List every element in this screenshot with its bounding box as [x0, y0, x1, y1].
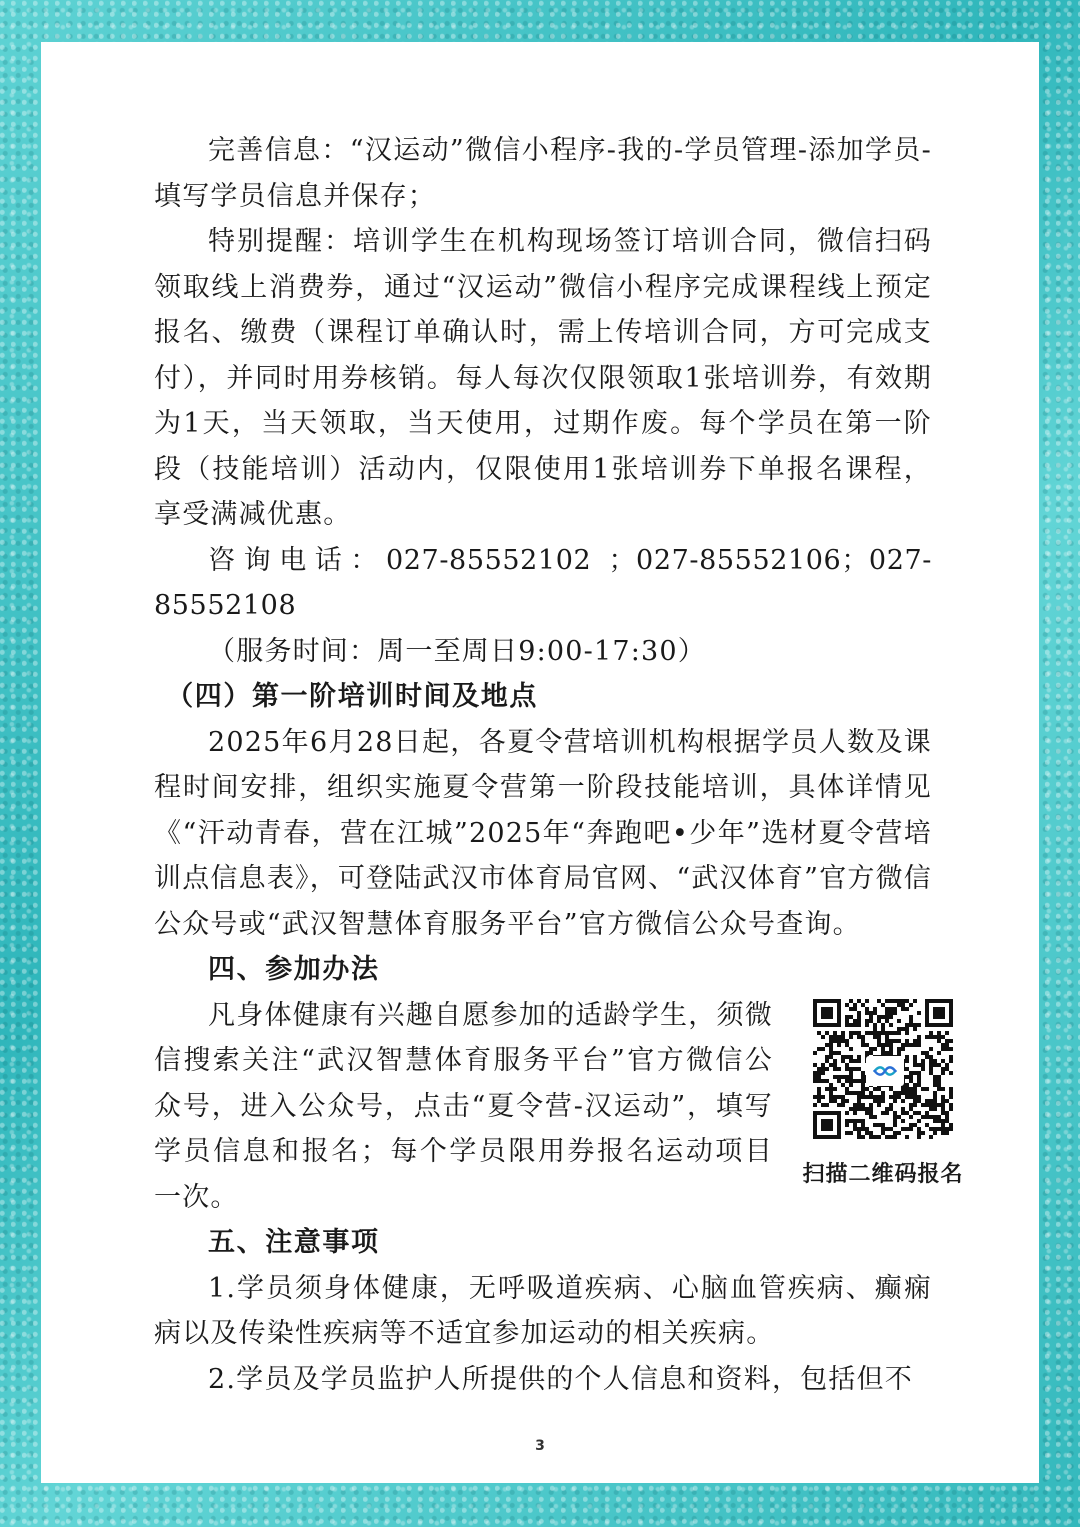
paragraph-complete-info: 完善信息：“汉运动”微信小程序-我的-学员管理-添加学员-填写学员信息并保存； — [154, 135, 932, 212]
note-item-2: 2.学员及学员监护人所提供的个人信息和资料，包括但不 — [208, 1363, 913, 1395]
paragraph-special-reminder: 特别提醒：培训学生在机构现场签订培训合同，微信扫码领取线上消费券，通过“汉运动”微信小程序完成课程线上预定报名、缴费（课程订单确认时，需上传培训合同，方可完成支付），并同时用券核销。每人每次仅限领取1张培训券，有效期为1天，当天领取，当天使用，过期作废。每个学员在第一阶段（技能培训）活动内，仅限使用1张培训券下单报名课程，享受满减优惠。 — [154, 226, 932, 530]
document-page — [41, 42, 1039, 1483]
document-body — [154, 128, 964, 1402]
participation-block — [154, 993, 964, 1221]
qr-caption: 扫描二维码报名 — [802, 1161, 964, 1187]
section-heading-notes: 五、注意事项 — [208, 1227, 380, 1258]
subheading-training-time-place: （四）第一阶培训时间及地点 — [166, 681, 538, 712]
page-number: 3 — [535, 1438, 545, 1454]
paragraph-participation: 凡身体健康有兴趣自愿参加的适龄学生，须微信搜索关注“武汉智慧体育服务平台”官方微信公众号，进入公众号，点击“夏令营-汉运动”，填写学员信息和报名；每个学员限用券报名运动项目一次。 — [154, 999, 773, 1213]
qr-code-icon[interactable] — [813, 999, 953, 1139]
paragraph-training-details: 2025年6月28日起，各夏令营培训机构根据学员人数及课程时间安排，组织实施夏令营第一阶段技能培训，具体详情见《“汗动青春，营在江城”2025年“奔跑吧•少年”选材夏令营培训点信息表》，可登陆武汉市体育局官网、“武汉体育”官方微信公众号或“武汉智慧体育服务平台”官方微信公众号查询。 — [154, 726, 932, 940]
note-item-1: 1.学员须身体健康，无呼吸道疾病、心脑血管疾病、癫痫病以及传染性疾病等不适宜参加运动的相关疾病。 — [154, 1272, 932, 1349]
platform-logo-icon — [866, 1056, 904, 1086]
qr-signup — [793, 993, 973, 1188]
section-heading-participation: 四、参加办法 — [208, 954, 380, 985]
paragraph-phone: 咨询电话：027-85552102 ；027-85552106；027-85552108 — [154, 544, 932, 621]
paragraph-service-hours: （服务时间：周一至周日9:00-17:30） — [208, 635, 706, 667]
